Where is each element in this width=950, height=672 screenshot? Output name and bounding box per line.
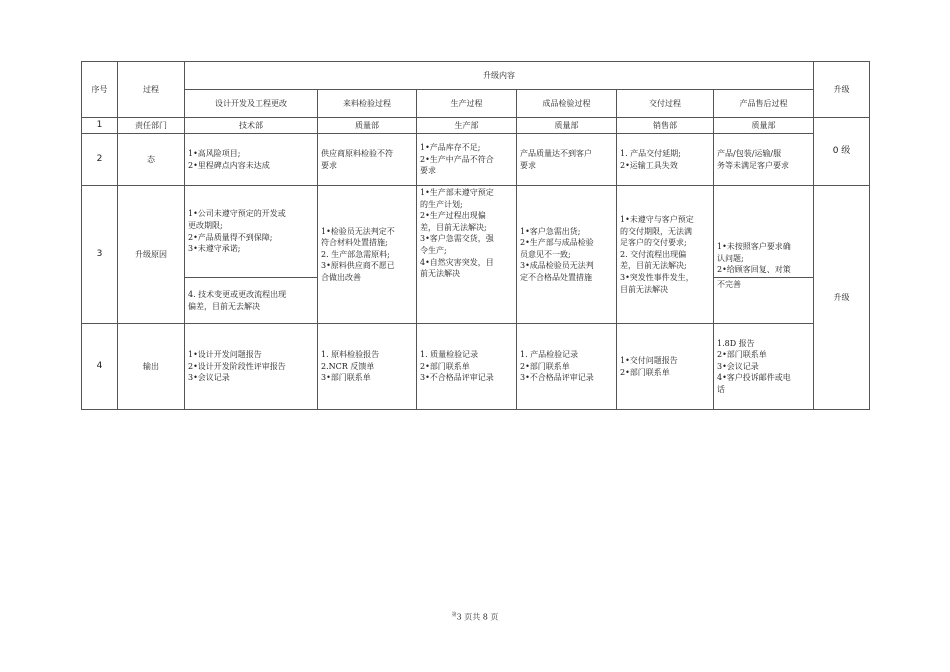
cell-line: 1•公司未遵守预定的开发或 [188,209,286,219]
cell-output-design [185,324,318,410]
cell-line: 更改期限; [188,220,223,230]
cell-line: 要求 [420,166,436,176]
cell-reason-design-bottom [185,278,318,324]
cell-dept-production: 生产部 [417,118,517,134]
cell-line: 不完善 [717,280,741,290]
page-footer [0,611,950,623]
table-row-status [82,134,870,186]
cell-reason-design-top [185,186,318,278]
cell-output-incoming [318,324,417,410]
header-col-final: 成品检验过程 [517,90,617,118]
cell-line: 2•部门联系单 [717,350,767,360]
cell-line: 的生产计划; [420,199,463,209]
cell-output-final [517,324,617,410]
cell-line: 3•成品检验员无法判 [520,261,594,271]
table-row-responsible [82,118,870,134]
cell-reason-final [517,186,617,324]
cell-line: 目前无法解决 [620,284,668,294]
header-upgrade: 升级 [814,62,870,118]
cell-line: 2•产品质量得不到保障; [188,232,273,242]
page-number-text: 3 页共 8 页 [456,612,499,622]
table-row-output [82,324,870,410]
cell-dept-design: 技术部 [185,118,318,134]
escalation-table [81,61,870,410]
cell-line: 2•设计开发阶段性评审报告 [188,361,286,371]
cell-output-aftersales [714,324,814,410]
cell-line: 1•检验员无法判定不 [321,226,395,236]
cell-line: 3•会议记录 [188,373,230,383]
cell-line: 话 [717,384,725,394]
cell-line: 1. 原料检验报告 [321,350,380,360]
cell-output-production [417,324,517,410]
cell-line: 员意见不一致; [520,249,571,259]
cell-line: 差，目前无法解决; [620,261,687,271]
cell-line: 4. 技术变更或更改流程出现 [188,289,287,299]
cell-line: 足客户的交付要求; [620,238,687,248]
cell-reason-aftersales-top [714,186,814,278]
cell-line: 令生产; [420,246,447,256]
cell-line: 3•原料供应商不愿已 [321,261,395,271]
cell-status-production [417,134,517,186]
cell-status-incoming [318,134,417,186]
cell-line: 3•会议记录 [717,361,759,371]
cell-line: 1•未按照客户要求确 [717,242,791,252]
cell-dept-delivery: 销售部 [617,118,714,134]
cell-line: 产品/包装/运输/服 [717,148,782,158]
row-label: 输出 [118,324,185,410]
row-number: 4 [82,324,118,410]
cell-line: 1.8D 报告 [717,338,755,348]
cell-line: 合做出改善 [321,272,361,282]
cell-line: 3•突发性事件发生， [620,272,694,282]
header-col-incoming: 来料检验过程 [318,90,417,118]
cell-status-aftersales [714,134,814,186]
cell-line: 认问题; [717,253,744,263]
cell-line: 3•未遵守承诺; [188,244,241,254]
cell-line: 1•生产部未遵守预定 [420,188,494,198]
cell-line: 3•客户急需交货，强 [420,234,494,244]
cell-level-upgrade: 升级 [814,186,870,410]
cell-line: 务等未满足客户要求 [717,160,789,170]
cell-line: 3•不合格品评审记录 [420,373,494,383]
cell-line: 2•生产过程出现偏 [420,211,486,221]
cell-line: 1•交付问题报告 [620,355,678,365]
cell-line: 1•未遵守与客户预定 [620,214,694,224]
row-label: 责任部门 [118,118,185,134]
cell-line: 1. 质量检验记录 [420,350,479,360]
cell-line: 2. 交付流程出现偏 [620,249,687,259]
row-number: 2 [82,134,118,186]
cell-reason-incoming [318,186,417,324]
cell-line: 4•客户投诉邮件或电 [717,373,791,383]
cell-line: 2•里程碑点内容未达成 [188,160,270,170]
cell-line: 2•生产中产品不符合 [420,154,494,164]
cell-line: 2•给顾客回复、对策 [717,265,791,275]
row-number: 3 [82,186,118,324]
table-row-reason-top [82,186,870,278]
row-number: 1 [82,118,118,134]
cell-line: 1•产品库存不足; [420,143,481,153]
cell-line: 偏差，目前无去解决 [188,301,260,311]
cell-line: 要求 [520,160,536,170]
cell-level-zero: 0 级 [814,118,870,186]
cell-line: 2. 生产部急需原料; [321,249,390,259]
cell-reason-delivery [617,186,714,324]
row-label: 态 [118,134,185,186]
cell-line: 产品质量达不到客户 [520,148,592,158]
cell-status-delivery [617,134,714,186]
cell-dept-final: 质量部 [517,118,617,134]
cell-line: 1•客户急需出货; [520,226,581,236]
cell-status-final [517,134,617,186]
row-label: 升级原因 [118,186,185,324]
cell-line: 前无法解决 [420,269,460,279]
cell-line: 的交付期限，无法满 [620,226,692,236]
cell-line: 3•不合格品评审记录 [520,373,594,383]
header-row-top [82,62,870,90]
cell-line: 1. 产品检验记录 [520,350,579,360]
header-upgrade-content: 升级内容 [185,62,814,90]
cell-line: 2•生产部与成品检验 [520,238,594,248]
page-footer-prefix: 第 [451,612,457,618]
cell-line: 1. 产品交付延期; [620,148,681,158]
header-process: 过程 [118,62,185,118]
cell-status-design [185,134,318,186]
cell-line: 符合材料处置措施; [321,238,388,248]
cell-line: 2•运输工具失效 [620,160,678,170]
header-col-design: 设计开发及工程更改 [185,90,318,118]
cell-dept-aftersales: 质量部 [714,118,814,134]
cell-line: 1•高风险项目; [188,148,241,158]
cell-line: 2•部门联系单 [620,367,670,377]
header-col-aftersales: 产品售后过程 [714,90,814,118]
cell-reason-production [417,186,517,324]
cell-line: 差，目前无法解决; [420,222,487,232]
cell-reason-aftersales-bottom [714,278,814,324]
cell-line: 要求 [321,160,337,170]
cell-line: 4•自然灾害突发，目 [420,257,494,267]
header-col-delivery: 交付过程 [617,90,714,118]
cell-line: 2.NCR 反馈单 [321,361,375,371]
cell-dept-incoming: 质量部 [318,118,417,134]
header-row-columns [82,90,870,118]
cell-line: 1•设计开发问题报告 [188,350,262,360]
cell-line: 供应商原料检验不符 [321,148,393,158]
cell-line: 定不合格品处置措施 [520,272,592,282]
header-seq: 序号 [82,62,118,118]
cell-line: 2•部门联系单 [520,361,570,371]
cell-line: 2•部门联系单 [420,361,470,371]
cell-line: 3•部门联系单 [321,373,371,383]
cell-output-delivery [617,324,714,410]
header-col-production: 生产过程 [417,90,517,118]
